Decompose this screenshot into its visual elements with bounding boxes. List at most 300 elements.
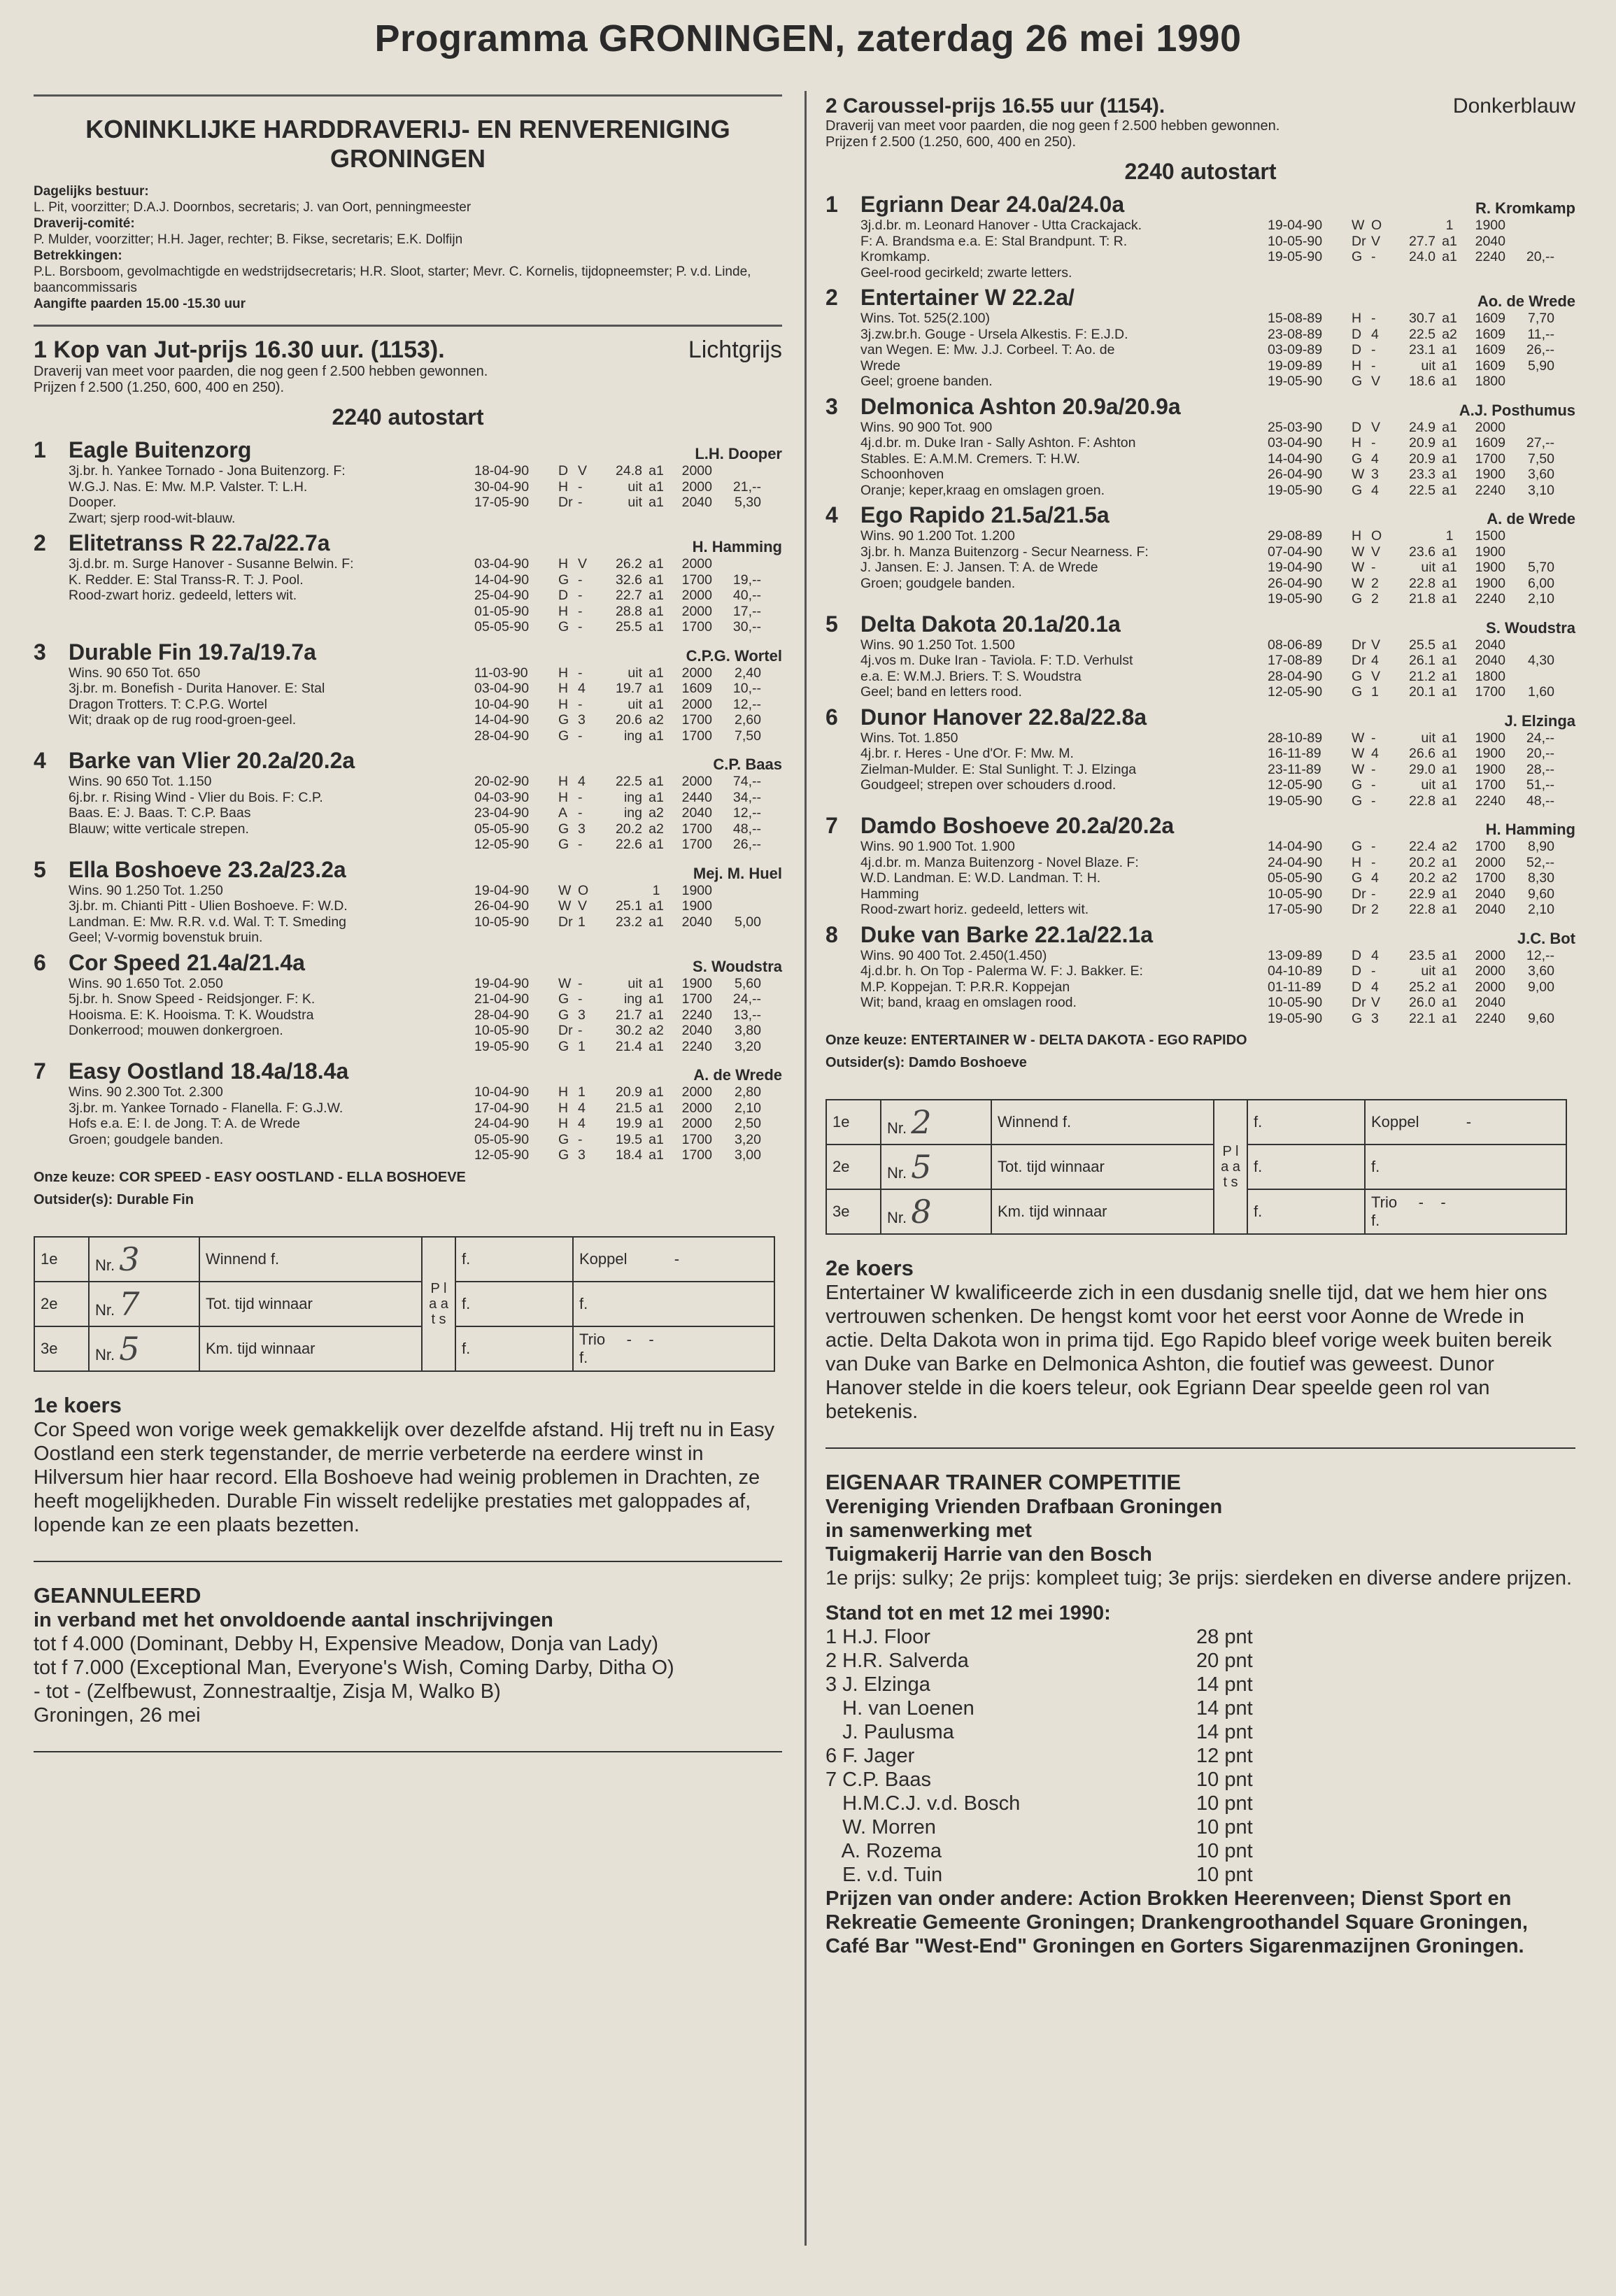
result-cell: - bbox=[1371, 249, 1376, 264]
result-cell: V bbox=[1371, 419, 1381, 435]
result-row bbox=[474, 976, 782, 992]
race-2-title: 2 Caroussel-prijs 16.55 uur (1154). bbox=[825, 94, 1165, 118]
result-winnend: Winnend f. bbox=[991, 1100, 1214, 1145]
result-cell: 3 bbox=[578, 1007, 586, 1023]
result-cell: H bbox=[558, 1100, 569, 1116]
result-cell: a1 bbox=[1442, 963, 1457, 979]
result-row bbox=[1268, 762, 1575, 778]
stand-row bbox=[825, 1768, 1575, 1792]
horse-trainer: C.P. Baas bbox=[713, 756, 782, 773]
result-row bbox=[1268, 730, 1575, 746]
result-cell: 1609 bbox=[1475, 326, 1505, 342]
result-cell: 20.2 bbox=[616, 821, 642, 837]
result-cell: 1700 bbox=[681, 712, 712, 728]
stand-points: 12 pnt bbox=[1196, 1745, 1253, 1767]
result-cell: 26,-- bbox=[1526, 342, 1554, 357]
result-cell: 30.2 bbox=[616, 1023, 642, 1038]
result-cell: - bbox=[578, 572, 583, 588]
result-cell: W bbox=[1352, 544, 1365, 560]
result-cell: ing bbox=[623, 805, 642, 821]
result-cell: 17-04-90 bbox=[474, 1100, 530, 1116]
result-cell: a1 bbox=[1442, 637, 1457, 653]
result-cell: - bbox=[1371, 560, 1376, 575]
horse-trainer: A. de Wrede bbox=[1487, 510, 1575, 527]
result-cell: 11,-- bbox=[1527, 326, 1554, 342]
horse-header bbox=[69, 530, 782, 556]
horse-results bbox=[474, 665, 782, 744]
result-cell: 22.5 bbox=[1409, 482, 1436, 498]
result-cell bbox=[600, 883, 642, 899]
result-cell: a1 bbox=[1442, 684, 1457, 700]
result-cell: 2040 bbox=[681, 1023, 712, 1038]
horse-desc-line: Blauw; witte verticale strepen. bbox=[69, 821, 249, 837]
result-cell: G bbox=[1352, 591, 1363, 607]
stand-row bbox=[825, 1625, 1575, 1649]
result-cell: Dr bbox=[1352, 995, 1366, 1010]
horse-entry bbox=[34, 1058, 782, 1163]
horse-name: Dunor Hanover 22.8a/22.8a bbox=[860, 704, 1147, 730]
horse-details bbox=[860, 839, 1575, 918]
result-cell: Dr bbox=[558, 495, 573, 510]
result-row bbox=[1268, 544, 1575, 560]
result-cell bbox=[1505, 234, 1554, 250]
result-cell: 22.8 bbox=[1409, 793, 1436, 809]
horse-desc-line: 5j.br. h. Snow Speed - Reidsjonger. F: K. bbox=[69, 991, 316, 1007]
result-cell: 14-04-90 bbox=[474, 572, 530, 588]
result-cell: 19-05-90 bbox=[1268, 374, 1323, 389]
horse-desc-line: 3j.d.br. m. Surge Hanover - Susanne Belwin. F: bbox=[69, 556, 354, 572]
result-cell: uit bbox=[1421, 560, 1436, 575]
horse-desc-line: 3j.d.br. m. Leonard Hanover - Utta Crackajack. bbox=[860, 218, 1142, 233]
club-line-label: Betrekkingen: bbox=[34, 248, 122, 263]
result-tijd: Tot. tijd winnaar bbox=[199, 1282, 422, 1326]
result-rank: 1e bbox=[34, 1237, 89, 1282]
result-cell: a1 bbox=[1442, 374, 1457, 389]
result-cell: 1609 bbox=[1475, 357, 1505, 374]
result-cell: a1 bbox=[1442, 575, 1457, 591]
horse-results bbox=[474, 883, 782, 946]
club-line-label: Dagelijks bestuur: bbox=[34, 184, 149, 199]
result-cell: 2 bbox=[1371, 591, 1379, 607]
result-cell: 14-04-90 bbox=[1268, 839, 1323, 854]
result-cell: 19-05-90 bbox=[1268, 249, 1323, 264]
result-cell: uit bbox=[628, 495, 642, 510]
result-row bbox=[1268, 483, 1575, 499]
horse-header bbox=[69, 748, 782, 774]
result-cell: uit bbox=[1421, 730, 1436, 746]
result-row bbox=[474, 697, 782, 713]
horse-desc-line: Oranje; keper,kraag en omslagen groen. bbox=[860, 482, 1105, 498]
stand-list bbox=[825, 1625, 1575, 1887]
result-cell: 26-04-90 bbox=[474, 898, 530, 914]
result-cell: 7,50 bbox=[735, 728, 761, 744]
horse-name: Elitetranss R 22.7a/22.7a bbox=[69, 530, 330, 555]
result-cell: 05-05-90 bbox=[474, 1131, 530, 1147]
result-cell: 4 bbox=[1371, 746, 1379, 761]
horse-description bbox=[69, 556, 474, 635]
result-cell: a1 bbox=[648, 837, 664, 852]
race-1-keuze: Onze keuze: COR SPEED - EASY OOSTLAND - ELLA BOSHOEVE bbox=[34, 1169, 466, 1185]
result-cell: H bbox=[1352, 357, 1362, 374]
result-cell: 25.2 bbox=[1409, 979, 1436, 995]
horse-header bbox=[860, 192, 1575, 218]
result-cell: a1 bbox=[648, 1100, 664, 1116]
result-cell: 22.4 bbox=[1409, 839, 1436, 854]
horse-body bbox=[69, 857, 782, 946]
result-cell: a1 bbox=[648, 696, 664, 712]
result-f: f. bbox=[455, 1326, 573, 1371]
result-cell: 7,50 bbox=[1528, 451, 1554, 467]
result-cell: 3 bbox=[1371, 1010, 1379, 1026]
result-cell: 10-05-90 bbox=[1268, 233, 1323, 249]
result-cell: 5,30 bbox=[735, 495, 761, 510]
result-cell: a1 bbox=[648, 588, 664, 603]
result-cell: W bbox=[1352, 761, 1365, 777]
result-f: f. bbox=[1247, 1100, 1365, 1145]
result-row bbox=[474, 728, 782, 744]
race-2-color: Donkerblauw bbox=[1452, 94, 1575, 118]
club-line-label: Draverij-comité: bbox=[34, 216, 135, 231]
result-cell: A bbox=[558, 805, 568, 821]
result-cell: 29.0 bbox=[1409, 761, 1436, 777]
result-cell: G bbox=[558, 821, 569, 837]
result-rank: 2e bbox=[826, 1145, 881, 1189]
result-cell: 13,-- bbox=[732, 1007, 761, 1023]
horse-desc-line: Donkerrood; mouwen donkergroen. bbox=[69, 1023, 283, 1038]
result-cell: 19-04-90 bbox=[474, 975, 530, 991]
horse-description bbox=[69, 665, 474, 744]
result-cell: 4 bbox=[1371, 947, 1379, 963]
race-2-outsider: Outsider(s): Damdo Boshoeve bbox=[825, 1055, 1027, 1070]
horse-body bbox=[860, 502, 1575, 607]
result-cell: 2000 bbox=[1475, 947, 1505, 963]
handwritten-number: 7 bbox=[119, 1284, 140, 1323]
horse-trainer: S. Woudstra bbox=[693, 957, 782, 975]
horse-entry bbox=[34, 950, 782, 1055]
result-cell bbox=[1505, 374, 1554, 390]
result-cell: 16-11-89 bbox=[1268, 746, 1321, 761]
result-row bbox=[474, 805, 782, 821]
horse-number: 6 bbox=[825, 704, 838, 730]
result-row bbox=[474, 914, 782, 930]
horse-trainer: C.P.G. Wortel bbox=[686, 646, 782, 665]
result-cell: 25-03-90 bbox=[1268, 419, 1323, 435]
result-cell: 17-05-90 bbox=[474, 495, 530, 510]
result-cell bbox=[1394, 218, 1436, 234]
stand-title: Stand tot en met 12 mei 1990: bbox=[825, 1602, 1111, 1624]
result-cell: 21,-- bbox=[732, 479, 761, 495]
result-nr: Nr. 5 bbox=[881, 1145, 991, 1189]
result-cell: 20,-- bbox=[1526, 249, 1554, 264]
horse-desc-line: 4j.d.br. h. On Top - Palerma W. F: J. Bakker. E: bbox=[860, 963, 1143, 979]
stand-name: H.M.C.J. v.d. Bosch bbox=[825, 1792, 1021, 1815]
geannuleerd-line: tot f 7.000 (Exceptional Man, Everyone's Wish, Coming Darby, Ditha O) bbox=[34, 1656, 674, 1679]
result-row bbox=[474, 790, 782, 806]
horse-number: 3 bbox=[825, 393, 838, 419]
result-rank: 3e bbox=[34, 1326, 89, 1371]
result-cell bbox=[712, 556, 761, 572]
result-cell bbox=[1505, 420, 1554, 436]
result-cell: 27.7 bbox=[1409, 233, 1436, 249]
result-row bbox=[1268, 855, 1575, 871]
horse-name: Ego Rapido 21.5a/21.5a bbox=[860, 502, 1110, 527]
result-cell: 24.0 bbox=[1409, 249, 1436, 264]
horse-entry bbox=[825, 813, 1575, 918]
horse-number: 5 bbox=[34, 856, 46, 882]
result-cell: 27,-- bbox=[1526, 435, 1554, 451]
result-cell: 1609 bbox=[1475, 311, 1505, 326]
result-cell: O bbox=[1371, 528, 1382, 544]
result-cell: Dr bbox=[1352, 233, 1366, 249]
horse-results bbox=[1268, 948, 1575, 1027]
horse-entry bbox=[34, 857, 782, 946]
result-cell: a1 bbox=[1442, 668, 1457, 684]
result-cell: a1 bbox=[1442, 793, 1457, 809]
result-cell: 25.5 bbox=[1409, 637, 1436, 653]
result-cell bbox=[1505, 995, 1554, 1011]
club-line bbox=[34, 296, 782, 312]
result-cell: a1 bbox=[648, 1131, 664, 1147]
result-cell: 28-10-89 bbox=[1268, 730, 1323, 746]
result-cell: 10-05-90 bbox=[1268, 886, 1323, 902]
horse-trainer: Mej. M. Huel bbox=[693, 864, 782, 882]
result-cell: G bbox=[558, 619, 569, 635]
horse-desc-line: Hofs e.a. E: I. de Jong. T: A. de Wrede bbox=[69, 1116, 300, 1131]
result-cell: 19-05-90 bbox=[1268, 482, 1323, 498]
result-cell: D bbox=[1352, 963, 1362, 979]
result-cell: O bbox=[578, 882, 589, 898]
club-line bbox=[34, 215, 782, 232]
geannuleerd-line: tot f 4.000 (Dominant, Debby H, Expensive Meadow, Donja van Lady) bbox=[34, 1632, 659, 1655]
result-cell: 18-04-90 bbox=[474, 463, 530, 479]
competitie-with: in samenwerking met bbox=[825, 1519, 1032, 1542]
result-cell: 8,30 bbox=[1528, 870, 1554, 886]
result-row bbox=[1268, 902, 1575, 918]
horse-desc-line: 3j.br. m. Bonefish - Durita Hanover. E: Stal bbox=[69, 681, 325, 696]
result-cell: a1 bbox=[1442, 979, 1457, 995]
stand-name: 3 J. Elzinga bbox=[825, 1673, 930, 1696]
result-cell: a1 bbox=[1442, 357, 1457, 374]
stand-name: 1 H.J. Floor bbox=[825, 1626, 930, 1648]
horse-number: 7 bbox=[34, 1058, 46, 1084]
result-row bbox=[1268, 528, 1575, 544]
result-cell: 24,-- bbox=[732, 991, 761, 1007]
result-cell: 4 bbox=[1371, 482, 1379, 498]
horse-desc-line: Wit; band, kraag en omslagen rood. bbox=[860, 995, 1077, 1010]
result-f: f. bbox=[455, 1237, 573, 1282]
result-cell: - bbox=[1371, 730, 1376, 746]
horse-header bbox=[69, 950, 782, 976]
result-cell: 26.2 bbox=[616, 556, 642, 572]
horse-desc-line: Wins. 90 1.250 Tot. 1.500 bbox=[860, 637, 1015, 653]
result-cell: 6,00 bbox=[1528, 575, 1554, 591]
stand-name: H. van Loenen bbox=[825, 1697, 974, 1720]
result-row bbox=[474, 1007, 782, 1023]
horse-body bbox=[860, 285, 1575, 390]
result-cell: 1609 bbox=[1475, 342, 1505, 357]
race-1-condition: Draverij van meet voor paarden, die nog geen f 2.500 hebben gewonnen. bbox=[34, 364, 488, 379]
result-cell: G bbox=[1352, 684, 1363, 700]
result-row bbox=[1268, 746, 1575, 762]
horse-desc-line: Kromkamp. bbox=[860, 249, 930, 264]
result-km: Km. tijd winnaar bbox=[991, 1189, 1214, 1234]
result-koppel: Koppel - bbox=[1365, 1100, 1566, 1145]
result-cell: 3,00 bbox=[735, 1147, 761, 1163]
result-cell: - bbox=[1371, 342, 1376, 357]
horse-results bbox=[474, 463, 782, 526]
horse-desc-line: 4j.vos m. Duke Iran - Taviola. F: T.D. Verhulst bbox=[860, 653, 1133, 668]
horse-name: Barke van Vlier 20.2a/20.2a bbox=[69, 748, 355, 773]
horse-details bbox=[69, 883, 782, 946]
result-cell: 13-09-89 bbox=[1268, 947, 1323, 963]
horse-entry bbox=[825, 502, 1575, 607]
result-cell: 25.1 bbox=[616, 898, 642, 914]
result-cell: G bbox=[558, 1131, 569, 1147]
horse-trainer: H. Hamming bbox=[692, 538, 782, 555]
result-cell: a2 bbox=[1442, 839, 1457, 854]
result-row bbox=[1268, 684, 1575, 700]
result-cell: 3 bbox=[578, 821, 586, 837]
result-cell bbox=[712, 898, 761, 914]
result-cell: G bbox=[558, 1147, 569, 1163]
stand-row bbox=[825, 1839, 1575, 1863]
result-row bbox=[1268, 979, 1575, 995]
horse-desc-line: 4j.d.br. m. Duke Iran - Sally Ashton. F: Ashton bbox=[860, 435, 1136, 451]
stand-row bbox=[825, 1720, 1575, 1744]
result-cell: a1 bbox=[1442, 591, 1457, 607]
result-cell: 03-04-90 bbox=[474, 556, 530, 572]
result-cell: - bbox=[578, 975, 583, 991]
result-cell: a1 bbox=[1442, 1010, 1457, 1026]
result-cell: 10-05-90 bbox=[474, 1023, 530, 1038]
result-winnend: Winnend f. bbox=[199, 1237, 422, 1282]
result-cell: H bbox=[558, 603, 569, 619]
result-rank: 3e bbox=[826, 1189, 881, 1234]
horse-desc-line: Geel; band en letters rood. bbox=[860, 684, 1022, 700]
club-line-text: P. Mulder, voorzitter; H.H. Jager, rechter; B. Fikse, secretaris; E.K. Dolfijn bbox=[34, 232, 463, 247]
result-cell: 12-05-90 bbox=[474, 837, 530, 852]
result-cell: a1 bbox=[1442, 467, 1457, 482]
result-cell: 5,60 bbox=[735, 975, 761, 991]
result-cell: D bbox=[1352, 947, 1362, 963]
handwritten-number: 2 bbox=[911, 1103, 932, 1141]
result-cell: uit bbox=[1421, 357, 1436, 374]
result-cell: 40,-- bbox=[732, 588, 761, 603]
result-cell: a2 bbox=[1442, 326, 1457, 342]
result-cell: - bbox=[1371, 886, 1376, 902]
result-cell: G bbox=[1352, 1010, 1363, 1026]
result-cell: 03-09-89 bbox=[1268, 342, 1323, 357]
club-line bbox=[34, 248, 782, 264]
horse-desc-line: Dooper. bbox=[69, 495, 117, 510]
result-cell: 1900 bbox=[1475, 218, 1505, 233]
result-cell: 22.5 bbox=[616, 774, 642, 789]
result-cell: a1 bbox=[648, 681, 664, 696]
result-cell: 5,70 bbox=[1528, 560, 1554, 575]
result-cell: ing bbox=[623, 991, 642, 1007]
horse-results bbox=[1268, 528, 1575, 607]
result-row bbox=[474, 1100, 782, 1117]
result-cell: 1,60 bbox=[1528, 684, 1554, 700]
horse-results bbox=[1268, 839, 1575, 918]
result-cell: 20.9 bbox=[1409, 451, 1436, 467]
horse-details bbox=[69, 976, 782, 1055]
result-cell: G bbox=[558, 991, 569, 1007]
result-cell: - bbox=[1371, 311, 1376, 326]
horse-desc-line: Wins. 90 650 Tot. 650 bbox=[69, 665, 201, 681]
result-cell: 4 bbox=[1371, 870, 1379, 886]
result-cell: 52,-- bbox=[1526, 854, 1554, 870]
result-cell: - bbox=[578, 603, 583, 619]
horse-desc-line: W.D. Landman. E: W.D. Landman. T: H. bbox=[860, 870, 1101, 886]
horse-description bbox=[860, 839, 1268, 918]
result-f: f. bbox=[455, 1282, 573, 1326]
horse-desc-line: Wins. 90 1.650 Tot. 2.050 bbox=[69, 975, 223, 991]
horse-number: 8 bbox=[825, 921, 838, 947]
result-cell: G bbox=[558, 712, 569, 728]
horse-desc-line: Landman. E: Mw. R.R. v.d. Wal. T: T. Smeding bbox=[69, 914, 347, 930]
stand-row bbox=[825, 1744, 1575, 1768]
result-cell: 1700 bbox=[1475, 777, 1505, 793]
result-plaats: P l a a t s bbox=[1214, 1100, 1247, 1234]
result-row bbox=[1268, 886, 1575, 902]
horse-name: Duke van Barke 22.1a/22.1a bbox=[860, 921, 1154, 947]
horse-desc-line: 3j.br. m. Yankee Tornado - Flanella. F: G.J.W. bbox=[69, 1100, 343, 1116]
horse-name: Eagle Buitenzorg bbox=[69, 437, 252, 462]
club-line bbox=[34, 199, 782, 215]
stand-points: 28 pnt bbox=[1196, 1626, 1253, 1648]
result-cell: 2000 bbox=[1475, 979, 1505, 995]
result-row bbox=[474, 681, 782, 697]
result-row bbox=[1268, 249, 1575, 265]
result-cell: 9,00 bbox=[1528, 979, 1554, 995]
horse-body bbox=[860, 394, 1575, 499]
result-cell: 18.6 bbox=[1409, 374, 1436, 389]
horse-header bbox=[860, 704, 1575, 730]
result-cell: 4 bbox=[578, 774, 586, 789]
horse-desc-line: Wins. 90 650 Tot. 1.150 bbox=[69, 774, 212, 789]
horse-name: Entertainer W 22.2a/ bbox=[860, 285, 1075, 310]
result-rank: 1e bbox=[826, 1100, 881, 1145]
result-cell bbox=[1505, 544, 1554, 560]
result-cell: a1 bbox=[1442, 730, 1457, 746]
horse-results bbox=[1268, 637, 1575, 700]
horse-details bbox=[69, 665, 782, 744]
result-cell: 2000 bbox=[681, 463, 712, 479]
result-f: f. bbox=[1365, 1145, 1566, 1189]
result-cell: 19,-- bbox=[732, 572, 761, 588]
result-cell: 1609 bbox=[681, 681, 712, 696]
result-cell: a1 bbox=[1442, 419, 1457, 435]
horse-details bbox=[69, 1084, 782, 1163]
horse-results bbox=[1268, 730, 1575, 809]
result-cell: 1900 bbox=[1475, 544, 1505, 560]
result-cell: 10-04-90 bbox=[474, 696, 530, 712]
result-cell: a1 bbox=[1442, 544, 1457, 560]
race-1-outsider: Outsider(s): Durable Fin bbox=[34, 1191, 194, 1207]
horse-desc-line: Wins. Tot. 1.850 bbox=[860, 730, 958, 746]
geannuleerd-title: GEANNULEERD bbox=[34, 1582, 201, 1608]
horse-desc-line: Baas. E: J. Baas. T: C.P. Baas bbox=[69, 805, 251, 821]
result-cell: 2040 bbox=[1475, 886, 1505, 902]
horse-details bbox=[860, 420, 1575, 499]
result-cell: 19-05-90 bbox=[1268, 793, 1323, 809]
horse-entry bbox=[825, 704, 1575, 809]
result-cell: 1700 bbox=[681, 1131, 712, 1147]
result-cell: 24.8 bbox=[616, 463, 642, 479]
result-cell: a2 bbox=[648, 1023, 664, 1038]
result-cell: O bbox=[1371, 218, 1382, 233]
